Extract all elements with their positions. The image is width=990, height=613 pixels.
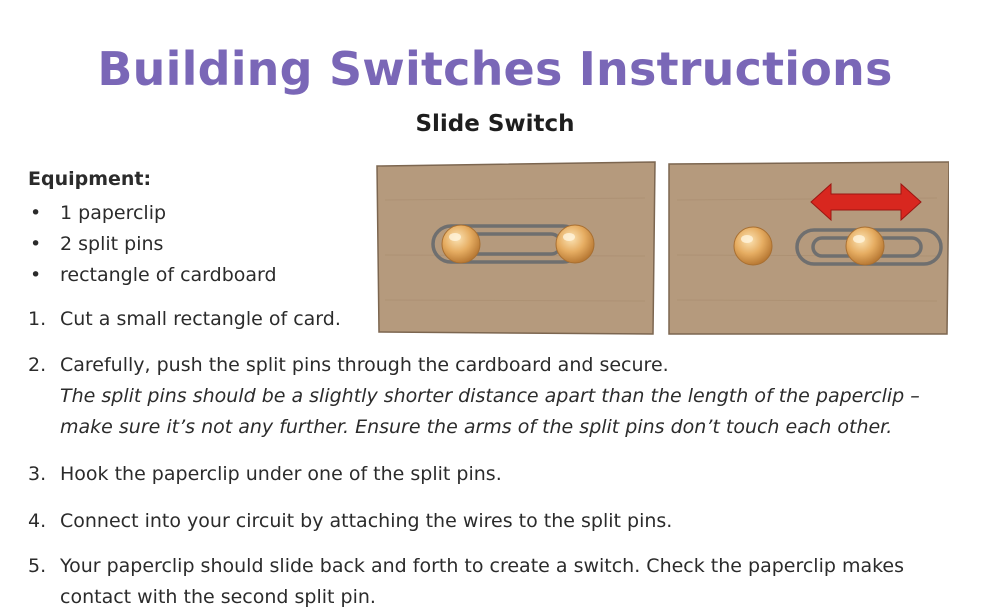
- equipment-list: [28, 198, 277, 291]
- step-item: [28, 350, 968, 443]
- equipment-item-text: rectangle of cardboard: [60, 264, 277, 286]
- bullet-icon: •: [30, 202, 42, 224]
- equipment-item-text: 1 paperclip: [60, 202, 167, 224]
- step-item: [28, 506, 968, 537]
- slide-switch-open-illustration: [667, 160, 949, 336]
- step-text: Connect into your circuit by attaching the wires to the split pins.: [60, 510, 673, 532]
- step-text: Your paperclip should slide back and forth to create a switch. Check the paperclip makes contact with the second split pin.: [60, 555, 905, 608]
- step-number: 3.: [28, 463, 47, 485]
- equipment-item: [28, 198, 277, 229]
- instruction-steps: [28, 304, 968, 613]
- step-item: [28, 551, 968, 613]
- equipment-item: [28, 229, 277, 260]
- equipment-item: [28, 260, 277, 291]
- step-number: 1.: [28, 308, 47, 330]
- bullet-icon: •: [30, 233, 42, 255]
- slide-switch-closed-illustration: [375, 160, 657, 336]
- page-subtitle: Slide Switch: [415, 111, 575, 137]
- step-note: The split pins should be a slightly shorter distance apart than the length of the paperclip – make sure it’s not any further. Ensure the arms of the split pins don’t touch each other.: [60, 385, 920, 438]
- step-text: Cut a small rectangle of card.: [60, 308, 341, 330]
- step-number: 5.: [28, 555, 47, 577]
- equipment-heading: Equipment:: [28, 168, 152, 190]
- step-text: Carefully, push the split pins through the cardboard and secure.: [60, 354, 669, 376]
- equipment-item-text: 2 split pins: [60, 233, 164, 255]
- step-item: [28, 459, 968, 490]
- page-title: Building Switches Instructions: [97, 42, 893, 96]
- step-text: Hook the paperclip under one of the split pins.: [60, 463, 502, 485]
- step-number: 2.: [28, 354, 47, 376]
- step-number: 4.: [28, 510, 47, 532]
- bullet-icon: •: [30, 264, 42, 286]
